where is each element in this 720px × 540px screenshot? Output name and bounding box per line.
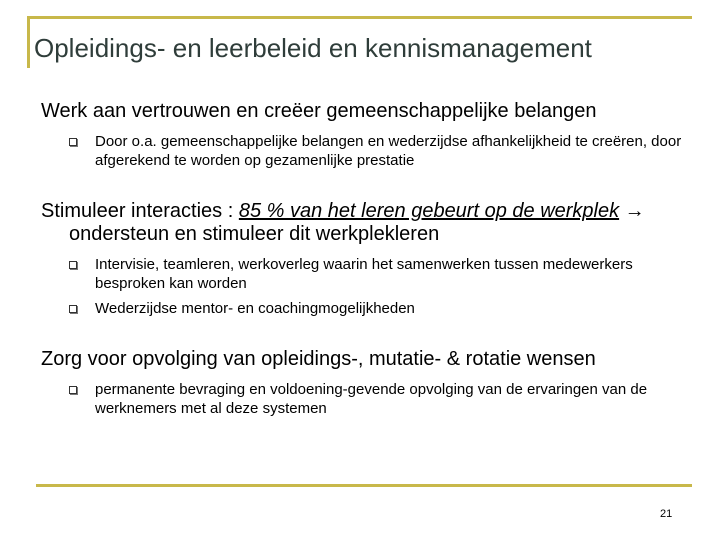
square-bullet-icon xyxy=(69,138,77,146)
section-heading-text: ondersteun en stimuleer dit werkplekleren xyxy=(69,223,440,245)
bullet-text: Intervisie, teamleren, werkoverleg waarin het samenwerken tussen medewerkers besproken kan worden xyxy=(95,256,633,292)
section-heading xyxy=(41,200,706,246)
bullet-list xyxy=(41,255,706,318)
section-trust xyxy=(41,100,706,170)
section-heading-text: Werk aan vertrouwen en creëer gemeenschappelijke belangen xyxy=(41,100,597,122)
bullet-list xyxy=(41,380,706,418)
section-heading-text: Stimuleer interacties : xyxy=(41,200,239,222)
frame-bottom-line xyxy=(36,484,692,487)
list-item xyxy=(41,299,706,318)
bullet-text: permanente bevraging en voldoening-gevende opvolging van de ervaringen van de werknemers met al deze systemen xyxy=(95,381,648,417)
section-heading-text: Zorg voor opvolging van opleidings-, mutatie- & rotatie wensen xyxy=(41,348,596,370)
square-bullet-icon xyxy=(69,261,77,269)
slide-content xyxy=(41,100,706,424)
frame-left-line xyxy=(27,16,30,68)
list-item xyxy=(41,255,706,293)
list-item xyxy=(41,380,706,418)
section-heading xyxy=(41,348,706,371)
emphasized-text: 85 % van het leren gebeurt op de werkplek xyxy=(238,200,620,222)
page-number: 21 xyxy=(660,508,673,520)
frame-top-line xyxy=(27,16,692,19)
section-followup xyxy=(41,348,706,418)
bullet-text: Wederzijdse mentor- en coachingmogelijkheden xyxy=(95,300,415,317)
bullet-list xyxy=(41,132,706,170)
slide-title: Opleidings- en leerbeleid en kennismanagement xyxy=(34,33,592,63)
square-bullet-icon xyxy=(69,305,77,313)
bullet-text: Door o.a. gemeenschappelijke belangen en wederzijdse afhankelijkheid te creëren, door afgerekend te worden op gezamenlijke prestatie xyxy=(95,133,682,169)
square-bullet-icon xyxy=(69,386,77,394)
list-item xyxy=(41,132,706,170)
arrow-right-icon: → xyxy=(624,200,645,222)
section-interactions xyxy=(41,200,706,318)
section-heading xyxy=(41,100,706,123)
